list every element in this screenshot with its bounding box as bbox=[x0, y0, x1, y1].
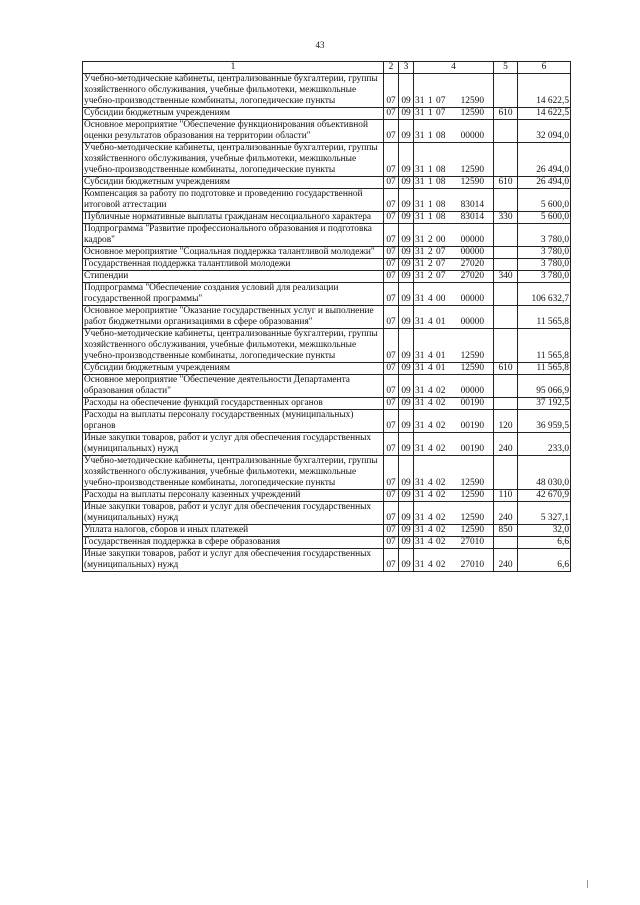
row-name: Стипендии bbox=[83, 271, 384, 283]
row-target-article bbox=[414, 108, 494, 120]
target-article-part: 27020 bbox=[460, 271, 484, 281]
page-number: 43 bbox=[315, 40, 325, 50]
target-article-part: 1 bbox=[428, 200, 433, 210]
row-subsection: 09 bbox=[399, 177, 414, 189]
target-article-part: 1 bbox=[428, 212, 433, 222]
row-amount: 233,0 bbox=[518, 433, 571, 456]
row-amount: 3 780,0 bbox=[518, 271, 571, 283]
target-article-part: 00000 bbox=[460, 294, 484, 304]
row-expense-type bbox=[494, 283, 518, 306]
row-subsection: 09 bbox=[399, 363, 414, 375]
row-subsection: 09 bbox=[399, 306, 414, 329]
target-article-part: 00000 bbox=[460, 386, 484, 396]
row-name: Расходы на выплаты персоналу казенных учреждений bbox=[83, 490, 384, 502]
row-target-article bbox=[414, 433, 494, 456]
row-target-article bbox=[414, 120, 494, 143]
row-target-article bbox=[414, 177, 494, 189]
row-subsection: 09 bbox=[399, 120, 414, 143]
table-row bbox=[83, 410, 571, 433]
header-col-6: 6 bbox=[518, 62, 571, 74]
row-subsection: 09 bbox=[399, 259, 414, 271]
target-article-part: 4 bbox=[428, 444, 433, 454]
table-row bbox=[83, 398, 571, 410]
row-name: Публичные нормативные выплаты гражданам несоциального характера bbox=[83, 212, 384, 224]
row-section: 07 bbox=[384, 108, 399, 120]
row-section: 07 bbox=[384, 433, 399, 456]
target-article-part: 08 bbox=[436, 165, 446, 175]
target-article-part: 31 bbox=[415, 537, 425, 547]
row-amount: 5 600,0 bbox=[518, 212, 571, 224]
target-article-part: 4 bbox=[428, 525, 433, 535]
row-expense-type: 610 bbox=[494, 177, 518, 189]
table-row bbox=[83, 433, 571, 456]
row-expense-type bbox=[494, 329, 518, 363]
target-article-part: 08 bbox=[436, 200, 446, 210]
header-col-1: 1 bbox=[83, 62, 384, 74]
target-article-part: 12590 bbox=[460, 96, 484, 106]
target-article-part: 31 bbox=[415, 200, 425, 210]
row-subsection: 09 bbox=[399, 410, 414, 433]
row-section: 07 bbox=[384, 410, 399, 433]
row-target-article bbox=[414, 456, 494, 490]
target-article-part: 00000 bbox=[460, 247, 484, 257]
row-expense-type: 110 bbox=[494, 490, 518, 502]
target-article-part: 4 bbox=[428, 421, 433, 431]
target-article-part: 12590 bbox=[460, 525, 484, 535]
header-col-4: 4 bbox=[414, 62, 494, 74]
row-section: 07 bbox=[384, 212, 399, 224]
row-subsection: 09 bbox=[399, 375, 414, 398]
table-row bbox=[83, 74, 571, 108]
row-expense-type bbox=[494, 306, 518, 329]
row-name: Субсидии бюджетным учреждениям bbox=[83, 363, 384, 375]
row-target-article bbox=[414, 283, 494, 306]
target-article-part: 12590 bbox=[460, 363, 484, 373]
row-expense-type: 610 bbox=[494, 108, 518, 120]
row-expense-type bbox=[494, 189, 518, 212]
table-row bbox=[83, 537, 571, 549]
row-amount: 3 780,0 bbox=[518, 259, 571, 271]
row-name: Государственная поддержка талантливой молодежи bbox=[83, 259, 384, 271]
row-amount: 14 622,5 bbox=[518, 108, 571, 120]
header-col-5: 5 bbox=[494, 62, 518, 74]
row-subsection: 09 bbox=[399, 224, 414, 247]
row-expense-type bbox=[494, 537, 518, 549]
target-article-part: 4 bbox=[428, 478, 433, 488]
target-article-part: 02 bbox=[436, 537, 446, 547]
target-article-part: 83014 bbox=[460, 200, 484, 210]
row-amount: 11 565,8 bbox=[518, 329, 571, 363]
table-row bbox=[83, 271, 571, 283]
budget-table bbox=[82, 61, 571, 572]
header-row bbox=[83, 62, 571, 74]
target-article-part: 31 bbox=[415, 271, 425, 281]
target-article-part: 1 bbox=[428, 131, 433, 141]
header-col-2: 2 bbox=[384, 62, 399, 74]
target-article-part: 83014 bbox=[460, 212, 484, 222]
target-article-part: 31 bbox=[415, 478, 425, 488]
row-section: 07 bbox=[384, 549, 399, 572]
target-article-part: 4 bbox=[428, 490, 433, 500]
row-subsection: 09 bbox=[399, 271, 414, 283]
target-article-part: 31 bbox=[415, 235, 425, 245]
row-subsection: 09 bbox=[399, 212, 414, 224]
target-article-part: 12590 bbox=[460, 177, 484, 187]
row-subsection: 09 bbox=[399, 490, 414, 502]
target-article-part: 27010 bbox=[460, 560, 484, 570]
row-section: 07 bbox=[384, 306, 399, 329]
target-article-part: 08 bbox=[436, 212, 446, 222]
target-article-part: 31 bbox=[415, 525, 425, 535]
row-expense-type bbox=[494, 74, 518, 108]
row-name: Расходы на выплаты персоналу государственных (муниципальных) органов bbox=[83, 410, 384, 433]
table-row bbox=[83, 549, 571, 572]
target-article-part: 01 bbox=[436, 363, 446, 373]
target-article-part: 4 bbox=[428, 363, 433, 373]
target-article-part: 31 bbox=[415, 165, 425, 175]
row-expense-type bbox=[494, 120, 518, 143]
table-row bbox=[83, 363, 571, 375]
row-target-article bbox=[414, 329, 494, 363]
row-section: 07 bbox=[384, 329, 399, 363]
row-target-article bbox=[414, 549, 494, 572]
row-section: 07 bbox=[384, 224, 399, 247]
row-amount: 5 600,0 bbox=[518, 189, 571, 212]
row-amount: 3 780,0 bbox=[518, 224, 571, 247]
row-name: Учебно-методические кабинеты, централизованные бухгалтерии, группы хозяйственного обслуживания, учебные фильмотеки, межшкольные учебно-производственные комбинаты, логопедические пункты bbox=[83, 74, 384, 108]
row-name: Основное мероприятие "Социальная поддержка талантливой молодежи" bbox=[83, 247, 384, 259]
row-amount: 26 494,0 bbox=[518, 177, 571, 189]
row-section: 07 bbox=[384, 120, 399, 143]
table-row bbox=[83, 306, 571, 329]
row-section: 07 bbox=[384, 502, 399, 525]
row-amount: 32,0 bbox=[518, 525, 571, 537]
target-article-part: 00190 bbox=[460, 444, 484, 454]
target-article-part: 31 bbox=[415, 212, 425, 222]
target-article-part: 1 bbox=[428, 96, 433, 106]
row-name: Основное мероприятие "Оказание государственных услуг и выполнение работ бюджетными организациями в сфере образования" bbox=[83, 306, 384, 329]
row-amount: 37 192,5 bbox=[518, 398, 571, 410]
row-subsection: 09 bbox=[399, 433, 414, 456]
row-target-article bbox=[414, 224, 494, 247]
target-article-part: 4 bbox=[428, 560, 433, 570]
row-section: 07 bbox=[384, 189, 399, 212]
target-article-part: 01 bbox=[436, 317, 446, 327]
table-row bbox=[83, 259, 571, 271]
row-expense-type bbox=[494, 456, 518, 490]
table-row bbox=[83, 456, 571, 490]
target-article-part: 02 bbox=[436, 490, 446, 500]
row-section: 07 bbox=[384, 398, 399, 410]
target-article-part: 4 bbox=[428, 317, 433, 327]
row-expense-type: 240 bbox=[494, 549, 518, 572]
target-article-part: 02 bbox=[436, 525, 446, 535]
row-name: Иные закупки товаров, работ и услуг для обеспечения государственных (муниципальных) нужд bbox=[83, 433, 384, 456]
row-section: 07 bbox=[384, 525, 399, 537]
row-target-article bbox=[414, 410, 494, 433]
row-expense-type: 240 bbox=[494, 433, 518, 456]
row-section: 07 bbox=[384, 283, 399, 306]
target-article-part: 02 bbox=[436, 421, 446, 431]
row-name: Субсидии бюджетным учреждениям bbox=[83, 177, 384, 189]
table-row bbox=[83, 224, 571, 247]
row-name: Расходы на обеспечение функций государственных органов bbox=[83, 398, 384, 410]
row-target-article bbox=[414, 259, 494, 271]
row-section: 07 bbox=[384, 177, 399, 189]
row-amount: 36 959,5 bbox=[518, 410, 571, 433]
target-article-part: 12590 bbox=[460, 490, 484, 500]
row-name: Государственная поддержка в сфере образования bbox=[83, 537, 384, 549]
row-expense-type: 610 bbox=[494, 363, 518, 375]
target-article-part: 31 bbox=[415, 294, 425, 304]
target-article-part: 02 bbox=[436, 398, 446, 408]
target-article-part: 27020 bbox=[460, 259, 484, 269]
row-expense-type bbox=[494, 143, 518, 177]
target-article-part: 02 bbox=[436, 444, 446, 454]
row-target-article bbox=[414, 398, 494, 410]
target-article-part: 12590 bbox=[460, 351, 484, 361]
table-row bbox=[83, 329, 571, 363]
row-target-article bbox=[414, 306, 494, 329]
target-article-part: 08 bbox=[436, 177, 446, 187]
row-amount: 48 030,0 bbox=[518, 456, 571, 490]
row-amount: 6,6 bbox=[518, 537, 571, 549]
row-amount: 11 565,8 bbox=[518, 363, 571, 375]
row-subsection: 09 bbox=[399, 525, 414, 537]
target-article-part: 31 bbox=[415, 247, 425, 257]
row-target-article bbox=[414, 502, 494, 525]
target-article-part: 07 bbox=[436, 259, 446, 269]
target-article-part: 02 bbox=[436, 386, 446, 396]
row-subsection: 09 bbox=[399, 456, 414, 490]
target-article-part: 31 bbox=[415, 96, 425, 106]
target-article-part: 31 bbox=[415, 513, 425, 523]
target-article-part: 4 bbox=[428, 398, 433, 408]
target-article-part: 2 bbox=[428, 271, 433, 281]
row-subsection: 09 bbox=[399, 283, 414, 306]
row-subsection: 09 bbox=[399, 189, 414, 212]
target-article-part: 31 bbox=[415, 560, 425, 570]
row-section: 07 bbox=[384, 363, 399, 375]
row-target-article bbox=[414, 490, 494, 502]
row-subsection: 09 bbox=[399, 502, 414, 525]
target-article-part: 12590 bbox=[460, 478, 484, 488]
target-article-part: 31 bbox=[415, 386, 425, 396]
row-name: Субсидии бюджетным учреждениям bbox=[83, 108, 384, 120]
row-amount: 11 565,8 bbox=[518, 306, 571, 329]
target-article-part: 1 bbox=[428, 108, 433, 118]
target-article-part: 31 bbox=[415, 177, 425, 187]
table-row bbox=[83, 375, 571, 398]
target-article-part: 12590 bbox=[460, 108, 484, 118]
row-name: Компенсация за работу по подготовке и проведению государственной итоговой аттестации bbox=[83, 189, 384, 212]
row-amount: 5 327,1 bbox=[518, 502, 571, 525]
target-article-part: 00 bbox=[436, 235, 446, 245]
row-section: 07 bbox=[384, 375, 399, 398]
target-article-part: 00 bbox=[436, 294, 446, 304]
row-expense-type: 120 bbox=[494, 410, 518, 433]
row-name: Учебно-методические кабинеты, централизованные бухгалтерии, группы хозяйственного обслуживания, учебные фильмотеки, межшкольные учебно-производственные комбинаты, логопедические пункты bbox=[83, 143, 384, 177]
target-article-part: 1 bbox=[428, 165, 433, 175]
row-subsection: 09 bbox=[399, 398, 414, 410]
row-target-article bbox=[414, 271, 494, 283]
row-target-article bbox=[414, 212, 494, 224]
row-target-article bbox=[414, 525, 494, 537]
row-section: 07 bbox=[384, 259, 399, 271]
target-article-part: 4 bbox=[428, 386, 433, 396]
row-amount: 6,6 bbox=[518, 549, 571, 572]
target-article-part: 12590 bbox=[460, 165, 484, 175]
target-article-part: 02 bbox=[436, 513, 446, 523]
target-article-part: 31 bbox=[415, 421, 425, 431]
target-article-part: 02 bbox=[436, 560, 446, 570]
row-section: 07 bbox=[384, 490, 399, 502]
row-section: 07 bbox=[384, 537, 399, 549]
target-article-part: 4 bbox=[428, 513, 433, 523]
row-target-article bbox=[414, 143, 494, 177]
target-article-part: 4 bbox=[428, 294, 433, 304]
target-article-part: 2 bbox=[428, 247, 433, 257]
row-amount: 26 494,0 bbox=[518, 143, 571, 177]
row-expense-type: 340 bbox=[494, 271, 518, 283]
target-article-part: 01 bbox=[436, 351, 446, 361]
target-article-part: 00000 bbox=[460, 317, 484, 327]
row-expense-type: 240 bbox=[494, 502, 518, 525]
row-expense-type bbox=[494, 224, 518, 247]
target-article-part: 07 bbox=[436, 96, 446, 106]
table-row bbox=[83, 525, 571, 537]
table-header bbox=[83, 62, 571, 74]
table-row bbox=[83, 177, 571, 189]
header-col-3: 3 bbox=[399, 62, 414, 74]
row-target-article bbox=[414, 375, 494, 398]
row-amount: 106 632,7 bbox=[518, 283, 571, 306]
row-target-article bbox=[414, 189, 494, 212]
target-article-part: 31 bbox=[415, 259, 425, 269]
target-article-part: 4 bbox=[428, 351, 433, 361]
row-subsection: 09 bbox=[399, 549, 414, 572]
row-expense-type bbox=[494, 259, 518, 271]
target-article-part: 12590 bbox=[460, 513, 484, 523]
table-row bbox=[83, 143, 571, 177]
table-row bbox=[83, 212, 571, 224]
target-article-part: 02 bbox=[436, 478, 446, 488]
target-article-part: 31 bbox=[415, 490, 425, 500]
row-subsection: 09 bbox=[399, 329, 414, 363]
row-expense-type bbox=[494, 247, 518, 259]
row-name: Иные закупки товаров, работ и услуг для обеспечения государственных (муниципальных) нужд bbox=[83, 549, 384, 572]
table-row bbox=[83, 120, 571, 143]
margin-mark bbox=[587, 880, 588, 888]
row-section: 07 bbox=[384, 456, 399, 490]
target-article-part: 2 bbox=[428, 259, 433, 269]
row-subsection: 09 bbox=[399, 143, 414, 177]
target-article-part: 08 bbox=[436, 131, 446, 141]
row-subsection: 09 bbox=[399, 247, 414, 259]
row-section: 07 bbox=[384, 271, 399, 283]
target-article-part: 31 bbox=[415, 351, 425, 361]
table-row bbox=[83, 247, 571, 259]
row-section: 07 bbox=[384, 74, 399, 108]
target-article-part: 31 bbox=[415, 363, 425, 373]
row-amount: 14 622,5 bbox=[518, 74, 571, 108]
table-body bbox=[83, 74, 571, 572]
target-article-part: 1 bbox=[428, 177, 433, 187]
row-name: Иные закупки товаров, работ и услуг для обеспечения государственных (муниципальных) нужд bbox=[83, 502, 384, 525]
table-row bbox=[83, 189, 571, 212]
row-target-article bbox=[414, 363, 494, 375]
table-row bbox=[83, 490, 571, 502]
target-article-part: 31 bbox=[415, 398, 425, 408]
row-subsection: 09 bbox=[399, 74, 414, 108]
row-target-article bbox=[414, 537, 494, 549]
row-name: Основное мероприятие "Обеспечение деятельности Департамента образования области" bbox=[83, 375, 384, 398]
target-article-part: 00190 bbox=[460, 421, 484, 431]
row-target-article bbox=[414, 247, 494, 259]
table-row bbox=[83, 108, 571, 120]
target-article-part: 31 bbox=[415, 444, 425, 454]
table-row bbox=[83, 502, 571, 525]
row-name: Уплата налогов, сборов и иных платежей bbox=[83, 525, 384, 537]
row-amount: 3 780,0 bbox=[518, 247, 571, 259]
row-expense-type bbox=[494, 398, 518, 410]
target-article-part: 00000 bbox=[460, 235, 484, 245]
target-article-part: 2 bbox=[428, 235, 433, 245]
target-article-part: 07 bbox=[436, 108, 446, 118]
row-amount: 42 670,9 bbox=[518, 490, 571, 502]
target-article-part: 00190 bbox=[460, 398, 484, 408]
row-name: Подпрограмма "Развитие профессионального образования и подготовка кадров" bbox=[83, 224, 384, 247]
row-subsection: 09 bbox=[399, 537, 414, 549]
row-target-article bbox=[414, 74, 494, 108]
row-subsection: 09 bbox=[399, 108, 414, 120]
target-article-part: 31 bbox=[415, 317, 425, 327]
target-article-part: 07 bbox=[436, 247, 446, 257]
target-article-part: 27010 bbox=[460, 537, 484, 547]
row-name: Основное мероприятие "Обеспечение функционирования объективной оценки результатов образования на территории области" bbox=[83, 120, 384, 143]
row-section: 07 bbox=[384, 143, 399, 177]
row-expense-type bbox=[494, 375, 518, 398]
row-name: Подпрограмма "Обеспечение создания условий для реализации государственной программы" bbox=[83, 283, 384, 306]
row-name: Учебно-методические кабинеты, централизованные бухгалтерии, группы хозяйственного обслуживания, учебные фильмотеки, межшкольные учебно-производственные комбинаты, логопедические пункты bbox=[83, 329, 384, 363]
target-article-part: 31 bbox=[415, 131, 425, 141]
target-article-part: 00000 bbox=[460, 131, 484, 141]
target-article-part: 31 bbox=[415, 108, 425, 118]
table-row bbox=[83, 283, 571, 306]
row-section: 07 bbox=[384, 247, 399, 259]
row-name: Учебно-методические кабинеты, централизованные бухгалтерии, группы хозяйственного обслуживания, учебные фильмотеки, межшкольные учебно-производственные комбинаты, логопедические пункты bbox=[83, 456, 384, 490]
row-expense-type: 330 bbox=[494, 212, 518, 224]
row-amount: 95 066,9 bbox=[518, 375, 571, 398]
row-amount: 32 094,0 bbox=[518, 120, 571, 143]
row-expense-type: 850 bbox=[494, 525, 518, 537]
target-article-part: 4 bbox=[428, 537, 433, 547]
target-article-part: 07 bbox=[436, 271, 446, 281]
